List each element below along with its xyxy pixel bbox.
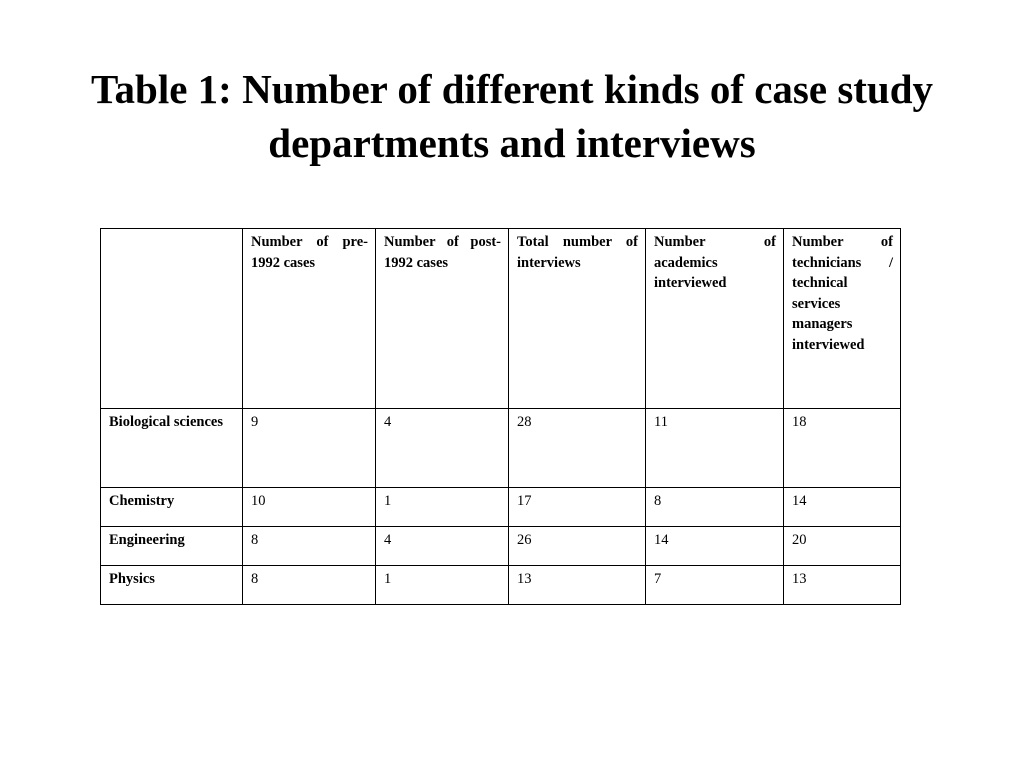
table-cell: 26 bbox=[509, 527, 646, 566]
table-cell: 14 bbox=[646, 527, 784, 566]
header-academics-interviewed: Number of academics interviewed bbox=[646, 229, 784, 409]
table-row bbox=[101, 409, 901, 488]
header-post-1992-cases: Number of post-1992 cases bbox=[376, 229, 509, 409]
table-cell: 11 bbox=[646, 409, 784, 488]
table-cell: 4 bbox=[376, 527, 509, 566]
table-cell: 14 bbox=[784, 488, 901, 527]
table-row bbox=[101, 527, 901, 566]
table-row bbox=[101, 488, 901, 527]
table-cell: 4 bbox=[376, 409, 509, 488]
header-pre-1992-cases: Number of pre-1992 cases bbox=[243, 229, 376, 409]
table-cell: 1 bbox=[376, 566, 509, 605]
table-cell: 8 bbox=[243, 527, 376, 566]
row-label-chemistry: Chemistry bbox=[101, 488, 243, 527]
header-technicians-interviewed: Number of technicians / technical services managers interviewed bbox=[784, 229, 901, 409]
row-label-biological-sciences: Biological sciences bbox=[101, 409, 243, 488]
table-cell: 10 bbox=[243, 488, 376, 527]
table-cell: 13 bbox=[784, 566, 901, 605]
table-cell: 7 bbox=[646, 566, 784, 605]
table-row bbox=[101, 566, 901, 605]
header-total-interviews: Total number of interviews bbox=[509, 229, 646, 409]
table-cell: 28 bbox=[509, 409, 646, 488]
table-cell: 13 bbox=[509, 566, 646, 605]
header-row bbox=[101, 229, 901, 409]
case-study-table bbox=[100, 228, 901, 605]
page-title bbox=[20, 62, 1004, 170]
table-cell: 1 bbox=[376, 488, 509, 527]
table-cell: 8 bbox=[646, 488, 784, 527]
table-cell: 8 bbox=[243, 566, 376, 605]
table-cell: 20 bbox=[784, 527, 901, 566]
title-line-2: departments and interviews bbox=[268, 120, 756, 166]
table-cell: 9 bbox=[243, 409, 376, 488]
table-cell: 18 bbox=[784, 409, 901, 488]
title-line-1: Table 1: Number of different kinds of case study bbox=[90, 66, 934, 112]
row-label-engineering: Engineering bbox=[101, 527, 243, 566]
table-cell: 17 bbox=[509, 488, 646, 527]
row-label-physics: Physics bbox=[101, 566, 243, 605]
corner-cell bbox=[101, 229, 243, 409]
